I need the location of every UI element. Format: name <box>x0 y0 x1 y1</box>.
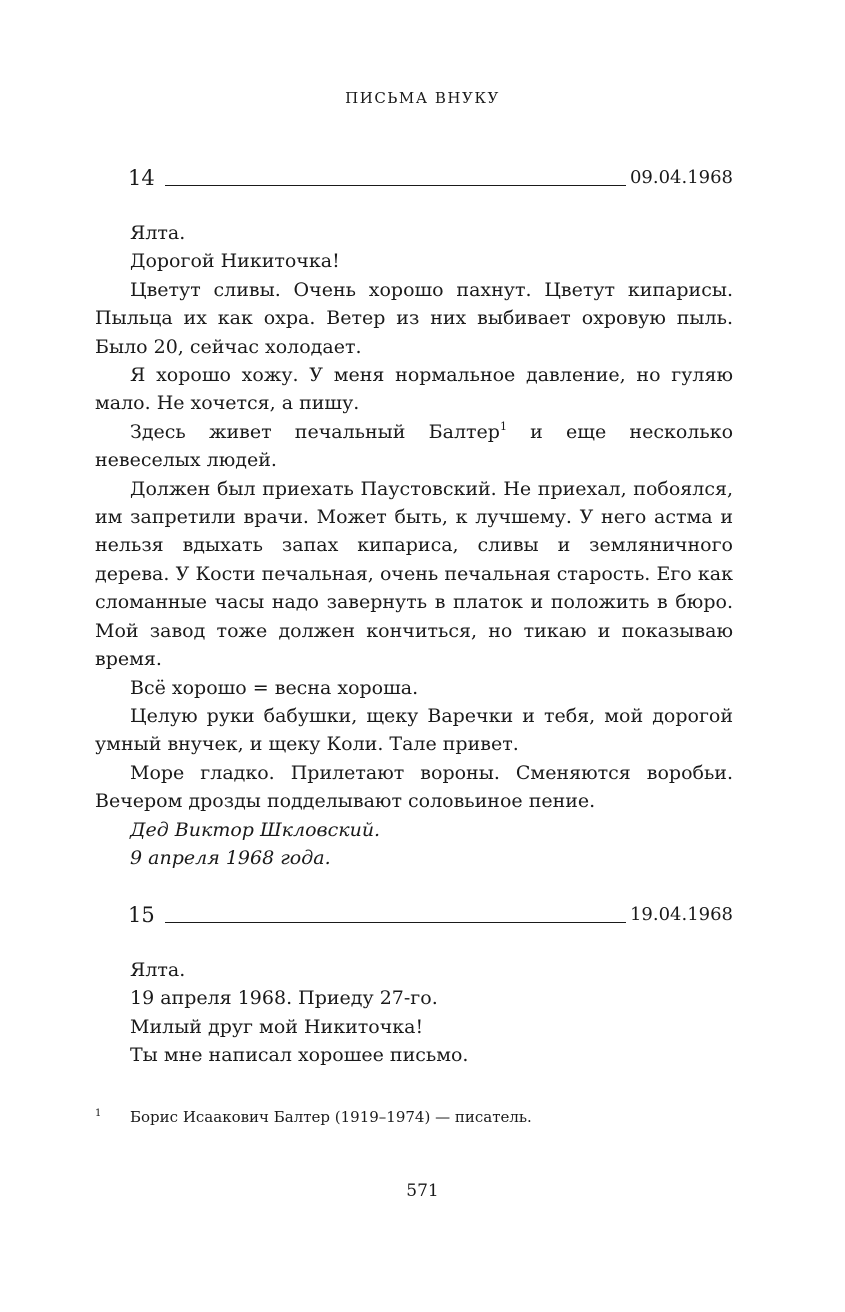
signature-date: 9 апреля 1968 года. <box>130 846 331 869</box>
letter-body-15 <box>95 956 733 1070</box>
paragraph: Цветут сливы. Очень хорошо пахнут. Цветут кипарисы. Пыльца их как охра. Ветер из них выбивает охровую пыль. Было 20, сейчас холодает. <box>95 278 733 358</box>
header-rule <box>165 922 626 923</box>
letter-date: 19.04.1968 <box>629 904 733 925</box>
running-head: ПИСЬМА ВНУКУ <box>345 89 500 107</box>
letter-number: 15 <box>128 903 155 927</box>
paragraph: Море гладко. Прилетают вороны. Сменяются воробьи. Вечером дрозды подделывают соловьиное пение. <box>95 761 733 813</box>
paragraph: Всё хорошо = весна хороша. <box>130 676 419 699</box>
letter-line: Ты мне написал хорошее письмо. <box>130 1044 469 1067</box>
letter-line: 19 апреля 1968. Приеду 27-го. <box>130 987 438 1010</box>
signature: Дед Виктор Шкловский. <box>130 818 381 841</box>
letter-place: Ялта. <box>130 959 186 981</box>
header-rule <box>165 185 626 186</box>
paragraph-balter <box>95 418 733 475</box>
page-number: 571 <box>406 1181 439 1201</box>
paragraph-text: Здесь живет печальный Балтер <box>130 420 500 443</box>
letter-greeting: Милый друг мой Никиточка! <box>130 1015 424 1038</box>
letter-greeting: Дорогой Никиточка! <box>130 250 340 273</box>
paragraph: Целую руки бабушки, щеку Варечки и тебя, мой дорогой умный внучек, и щеку Коли. Тале привет. <box>95 704 733 756</box>
letter-header-15 <box>128 897 733 927</box>
letter-header-14 <box>128 160 733 190</box>
letter-date: 09.04.1968 <box>629 167 733 188</box>
footnote-text: Борис Исаакович Балтер (1919–1974) — писатель. <box>130 1108 532 1126</box>
paragraph: Должен был приехать Паустовский. Не приехал, побоялся, им запретили врачи. Может быть, к лучшему. У него астма и нельзя вдыхать запах кипариса, сливы и земляничного дерева. У Кости печальная, очень печальная старость. Его как сломанные часы надо завернуть в платок и положить в бюро. Мой завод тоже должен кончиться, но тикаю и показываю время. <box>95 477 733 671</box>
letter-place: Ялта. <box>130 222 186 244</box>
paragraph-text: и еще несколько невеселых людей. <box>95 420 734 472</box>
letter-number: 14 <box>128 166 155 190</box>
footnote-mark: 1 <box>95 1108 102 1119</box>
footnote-reference[interactable]: 1 <box>499 419 507 433</box>
footnote <box>95 1107 733 1127</box>
letter-body-14 <box>95 219 733 872</box>
paragraph: Я хорошо хожу. У меня нормальное давление, но гуляю мало. Не хочется, а пишу. <box>95 364 733 415</box>
